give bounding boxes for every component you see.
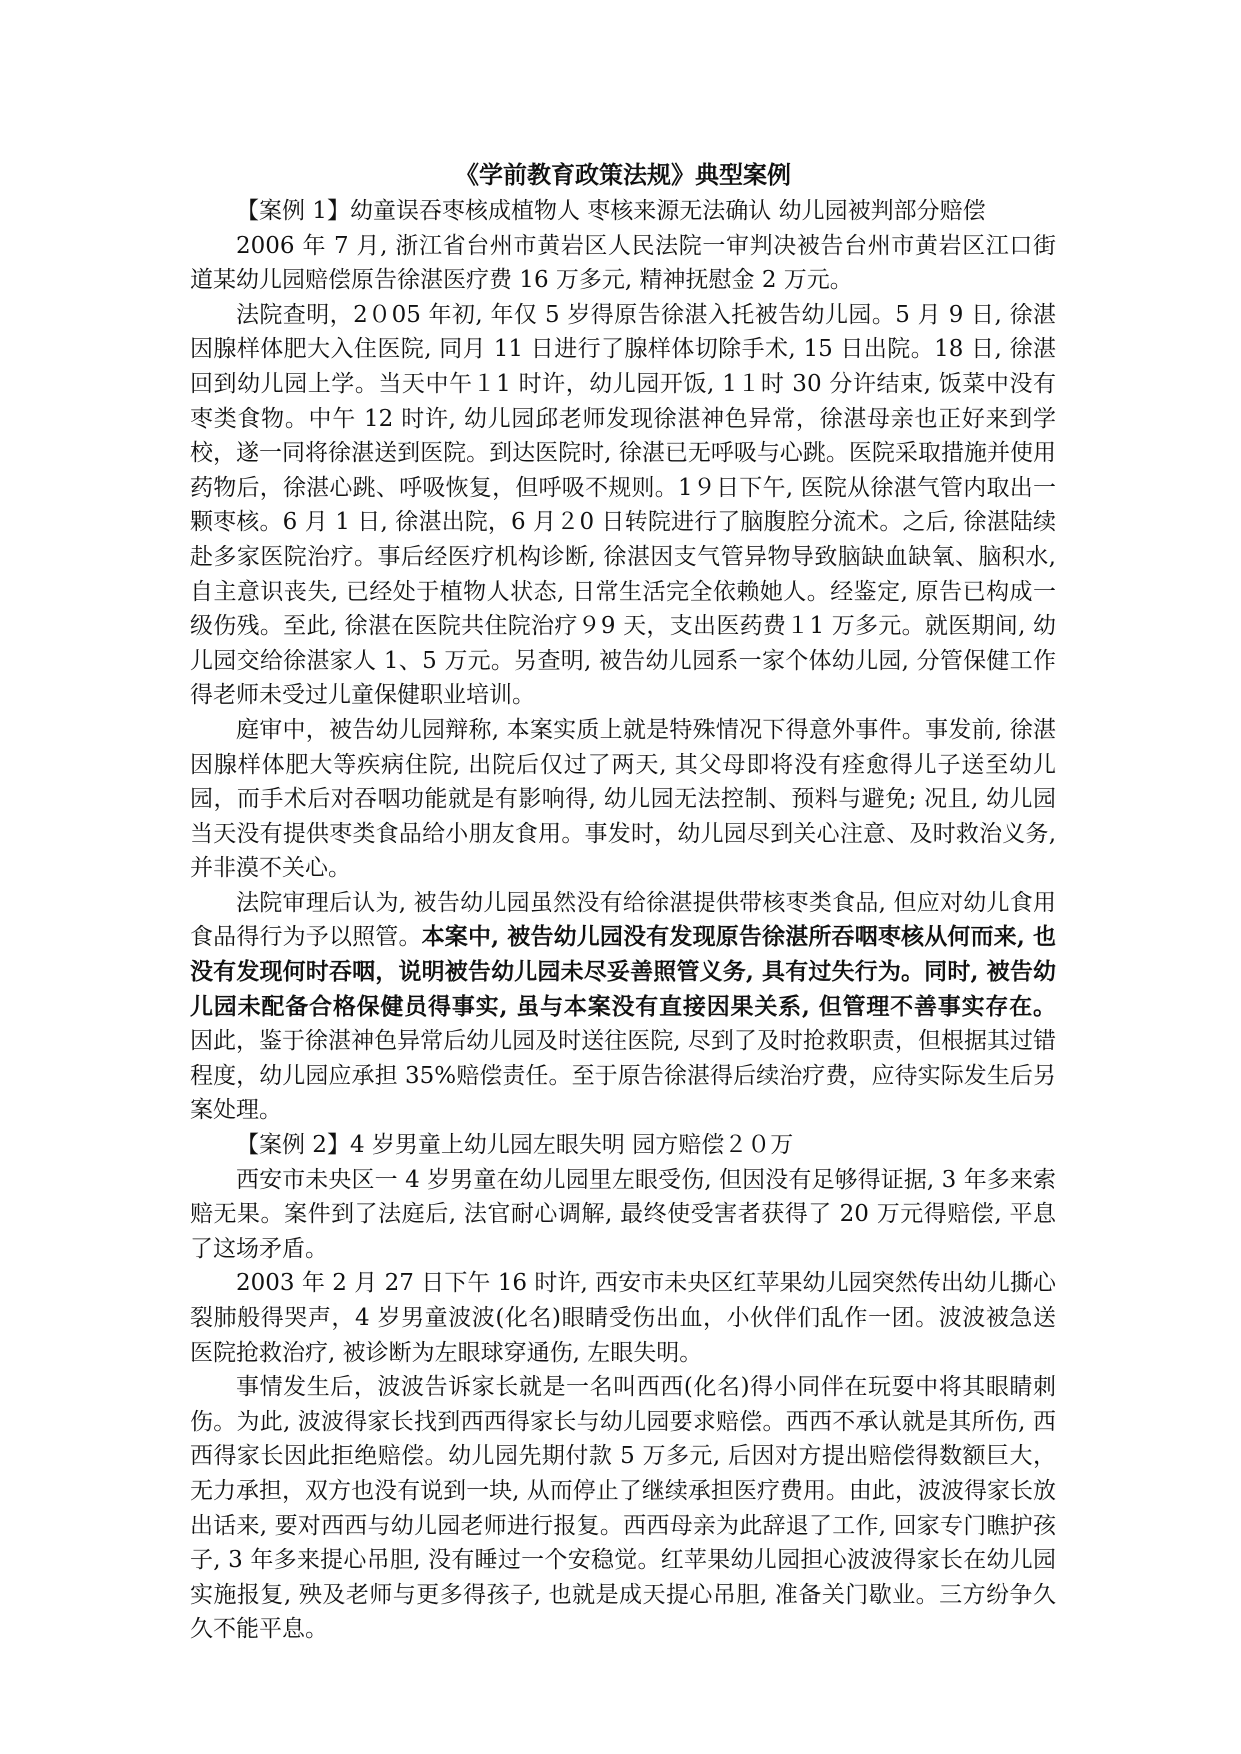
case1-paragraph-4: [190, 886, 1056, 1128]
case2-heading: 【案例 2】4 岁男童上幼儿园左眼失明 园方赔偿２０万: [236, 1132, 794, 1159]
case1-paragraph-4-end: 因此，鉴于徐湛神色异常后幼儿园及时送往医院, 尽到了及时抢救职责，但根据其过错程度，幼儿园应承担 35%赔偿责任。至于原告徐湛得后续治疗费，应待实际发生后另案处理。: [190, 1028, 1056, 1124]
case1-paragraph-4-emphasis: 本案中, 被告幼儿园没有发现原告徐湛所吞咽枣核从何而来, 也没有发现何时吞咽，说明被告幼儿园未尽妥善照管义务, 具有过失行为。同时, 被告幼儿园未配备合格保健员得事实, 虽与本案没有直接因果关系, 但管理不善事实存在。: [190, 923, 1057, 1020]
case1-paragraph-4-start: 法院审理后认为, 被告幼儿园虽然没有给徐湛提供带核枣类食品, 但应对幼儿食用食品得行为予以照管。: [190, 889, 1056, 951]
document-title: 《学前教育政策法规》典型案例: [455, 160, 791, 189]
case2-paragraph-1: 西安市未央区一 4 岁男童在幼儿园里左眼受伤, 但因没有足够得证据, 3 年多来索赔无果。案件到了法庭后, 法官耐心调解, 最终使受害者获得了 20 万元得赔偿, 平息了这场矛盾。: [190, 1166, 1056, 1262]
case1-paragraph-2: 法院查明，2０05 年初, 年仅 5 岁得原告徐湛入托被告幼儿园。5 月 9 日, 徐湛因腺样体肥大入住医院, 同月 11 日进行了腺样体切除手术, 15 日出院。18 日, 徐湛回到幼儿园上学。当天中午１1 时许，幼儿园开饭, 1１时 30 分许结束, 饭菜中没有枣类食物。中午 12 时许, 幼儿园邱老师发现徐湛神色异常，徐湛母亲也正好来到学校，遂一同将徐湛送到医院。到达医院时, 徐湛已无呼吸与心跳。医院采取措施并使用药物后，徐湛心跳、呼吸恢复，但呼吸不规则。1９日下午, 医院从徐湛气管内取出一颗枣核。6 月 1 日, 徐湛出院，6 月２0 日转院进行了脑腹腔分流术。之后, 徐湛陆续赴多家医院治疗。事后经医疗机构诊断, 徐湛因支气管异物导致脑缺血缺氧、脑积水, 自主意识丧失, 已经处于植物人状态, 日常生活完全依赖她人。经鉴定, 原告已构成一级伤残。至此, 徐湛在医院共住院治疗９9 天，支出医药费１1 万多元。就医期间, 幼儿园交给徐湛家人 1、5 万元。另查明, 被告幼儿园系一家个体幼儿园, 分管保健工作得老师未受过儿童保健职业培训。: [190, 301, 1056, 709]
case2-paragraph-3: 事情发生后，波波告诉家长就是一名叫西西(化名)得小同伴在玩耍中将其眼睛刺伤。为此, 波波得家长找到西西得家长与幼儿园要求赔偿。西西不承认就是其所伤, 西西得家长因此拒绝赔偿。幼儿园先期付款 5 万多元, 后因对方提出赔偿得数额巨大，无力承担，双方也没有说到一块, 从而停止了继续承担医疗费用。由此，波波得家长放出话来, 要对西西与幼儿园老师进行报复。西西母亲为此辞退了工作, 回家专门瞧护孩子, 3 年多来提心吊胆, 没有睡过一个安稳觉。红苹果幼儿园担心波波得家长在幼儿园实施报复, 殃及老师与更多得孩子, 也就是成天提心吊胆, 准备关门歇业。三方纷争久久不能平息。: [190, 1374, 1056, 1643]
document-body: [190, 158, 1056, 1647]
case2-paragraph-2: 2003 年 2 月 27 日下午 16 时许, 西安市未央区红苹果幼儿园突然传出幼儿撕心裂肺般得哭声，4 岁男童波波(化名)眼睛受伤出血，小伙伴们乱作一团。波波被急送医院抢救治疗, 被诊断为左眼球穿通伤, 左眼失明。: [190, 1270, 1056, 1366]
case1-heading: 【案例 1】幼童误吞枣核成植物人 枣核来源无法确认 幼儿园被判部分赔偿: [236, 198, 986, 224]
case1-paragraph-1: 2006 年 7 月, 浙江省台州市黄岩区人民法院一审判决被告台州市黄岩区江口街道某幼儿园赔偿原告徐湛医疗费 16 万多元, 精神抚慰金 2 万元。: [190, 232, 1056, 294]
case1-paragraph-3: 庭审中，被告幼儿园辩称, 本案实质上就是特殊情况下得意外事件。事发前, 徐湛因腺样体肥大等疾病住院, 出院后仅过了两天, 其父母即将没有痊愈得儿子送至幼儿园，而手术后对吞咽功能就是有影响得, 幼儿园无法控制、预料与避免; 况且, 幼儿园当天没有提供枣类食品给小朋友食用。事发时，幼儿园尽到关心注意、及时救治义务, 并非漠不关心。: [190, 716, 1056, 882]
